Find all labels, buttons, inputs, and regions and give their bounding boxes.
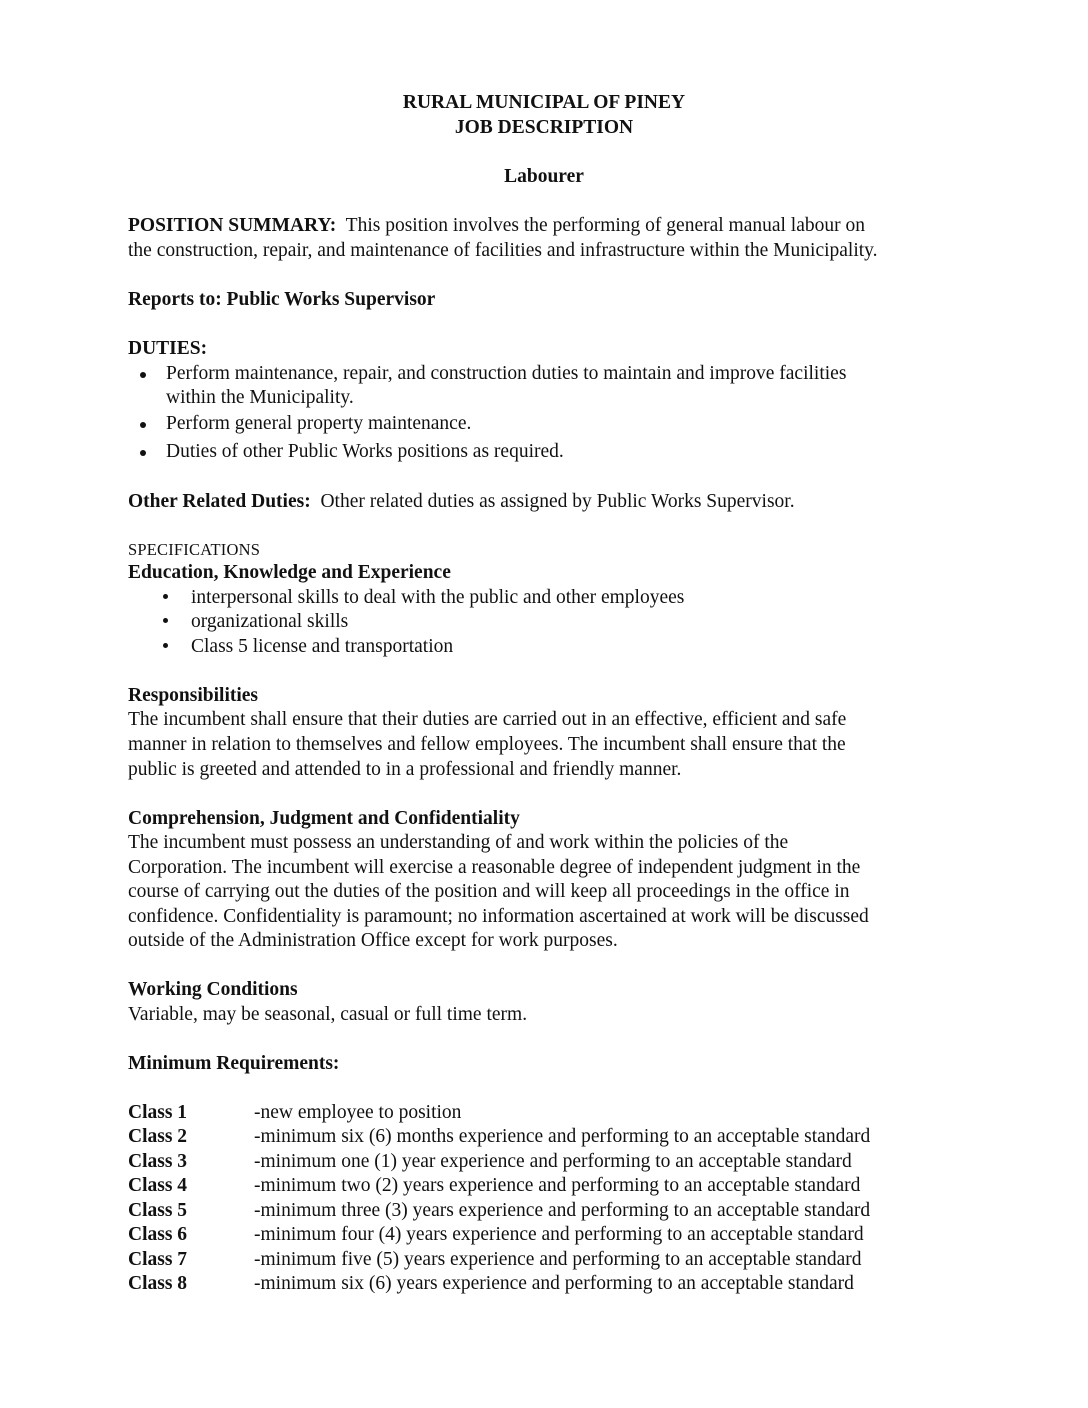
bullet-icon (140, 422, 146, 428)
other-duties-text: Other related duties as assigned by Public Works Supervisor. (320, 491, 795, 512)
position-title: Labourer (504, 166, 584, 187)
comprehension-line-4: confidence. Confidentiality is paramount; no information ascertained at work will be discussed (128, 906, 869, 927)
duty-item-3: Duties of other Public Works positions as required. (166, 441, 564, 462)
class-description: -minimum four (4) years experience and performing to an acceptable standard (254, 1224, 864, 1245)
class-description: -minimum one (1) year experience and performing to an acceptable standard (254, 1151, 852, 1172)
responsibilities-line-3: public is greeted and attended to in a professional and friendly manner. (128, 759, 682, 780)
class-label: Class 8 (128, 1273, 188, 1294)
duty-item-1-line-2: within the Municipality. (166, 387, 354, 408)
working-conditions-heading: Working Conditions (128, 979, 298, 1000)
class-label: Class 6 (128, 1224, 188, 1245)
class-label: Class 1 (128, 1102, 188, 1123)
class-label: Class 2 (128, 1126, 188, 1147)
bullet-icon (163, 594, 168, 599)
other-duties-label: Other Related Duties: (128, 491, 311, 512)
bullet-icon (163, 618, 168, 623)
class-description: -minimum five (5) years experience and performing to an acceptable standard (254, 1249, 862, 1270)
responsibilities-line-2: manner in relation to themselves and fellow employees. The incumbent shall ensure that the (128, 734, 846, 755)
education-item-3: Class 5 license and transportation (191, 636, 454, 657)
class-description: -minimum six (6) months experience and performing to an acceptable standard (254, 1126, 871, 1147)
doc-type-title: JOB DESCRIPTION (454, 117, 634, 138)
class-description: -new employee to position (254, 1102, 462, 1123)
specifications-heading: SPECIFICATIONS (128, 540, 261, 559)
other-duties (128, 490, 795, 514)
bullet-icon (140, 372, 146, 378)
minimum-requirements-heading: Minimum Requirements: (128, 1053, 340, 1074)
summary-label: POSITION SUMMARY: (128, 215, 337, 236)
class-label: Class 3 (128, 1151, 188, 1172)
org-title: RURAL MUNICIPAL OF PINEY (402, 92, 686, 113)
class-label: Class 7 (128, 1249, 188, 1270)
comprehension-line-3: course of carrying out the duties of the position and will keep all proceedings in the office in (128, 881, 850, 902)
reports-to: Reports to: Public Works Supervisor (128, 289, 436, 310)
comprehension-line-2: Corporation. The incumbent will exercise a reasonable degree of independent judgment in the (128, 857, 861, 878)
summary-line-2: the construction, repair, and maintenance of facilities and infrastructure within the Municipality. (128, 240, 878, 261)
bullet-icon (163, 643, 168, 648)
bullet-icon (140, 450, 146, 456)
comprehension-line-5: outside of the Administration Office except for work purposes. (128, 930, 618, 951)
duty-item-2: Perform general property maintenance. (166, 413, 472, 434)
summary-line-1 (128, 214, 865, 238)
class-label: Class 5 (128, 1200, 188, 1221)
class-label: Class 4 (128, 1175, 188, 1196)
working-conditions-text: Variable, may be seasonal, casual or full time term. (128, 1004, 528, 1025)
class-description: -minimum six (6) years experience and performing to an acceptable standard (254, 1273, 854, 1294)
duty-item-1-line-1: Perform maintenance, repair, and construction duties to maintain and improve facilities (166, 363, 847, 384)
education-item-2: organizational skills (191, 611, 349, 632)
class-description: -minimum two (2) years experience and performing to an acceptable standard (254, 1175, 861, 1196)
duties-heading: DUTIES: (128, 338, 208, 359)
comprehension-heading: Comprehension, Judgment and Confidentiality (128, 808, 520, 829)
summary-text-1: This position involves the performing of general manual labour on (345, 215, 865, 236)
responsibilities-line-1: The incumbent shall ensure that their duties are carried out in an effective, efficient and safe (128, 709, 847, 730)
education-item-1: interpersonal skills to deal with the public and other employees (191, 587, 685, 608)
comprehension-line-1: The incumbent must possess an understanding of and work within the policies of the (128, 832, 789, 853)
responsibilities-heading: Responsibilities (128, 685, 259, 706)
class-description: -minimum three (3) years experience and performing to an acceptable standard (254, 1200, 871, 1221)
education-heading: Education, Knowledge and Experience (128, 562, 451, 583)
